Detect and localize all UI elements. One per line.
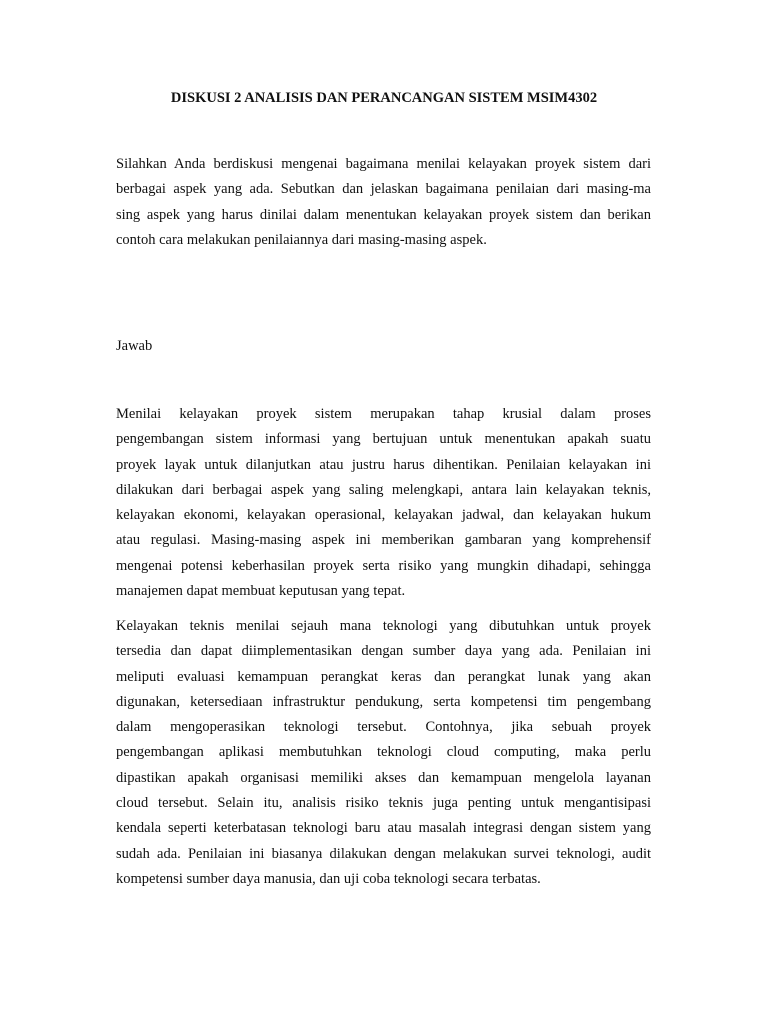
paragraph-line: cloud tersebut. Selain itu, analisis risiko teknis juga penting untuk mengantisipasi: [116, 795, 651, 812]
paragraph-line: pengembangan aplikasi membutuhkan teknologi cloud computing, maka perlu: [116, 744, 651, 761]
document-title: DISKUSI 2 ANALISIS DAN PERANCANGAN SISTEM MSIM4302: [170, 90, 598, 106]
paragraph-line: tersedia dan dapat diimplementasikan dengan sumber daya yang ada. Penilaian ini: [116, 643, 651, 660]
paragraph-line: dalam mengoperasikan teknologi tersebut. Contohnya, jika sebuah proyek: [116, 719, 651, 736]
paragraph-line: Menilai kelayakan proyek sistem merupakan tahap krusial dalam proses: [116, 406, 651, 422]
answer-paragraph-2: [116, 614, 651, 892]
paragraph-line: pengembangan sistem informasi yang bertujuan untuk menentukan apakah suatu: [116, 431, 651, 448]
prompt-line: berbagai aspek yang ada. Sebutkan dan jelaskan bagaimana penilaian dari masing-ma: [116, 181, 651, 198]
prompt-line: Silahkan Anda berdiskusi mengenai bagaimana menilai kelayakan proyek sistem dari: [116, 156, 651, 172]
paragraph-line: kendala seperti keterbatasan teknologi baru atau masalah integrasi dengan sistem yang: [116, 820, 651, 837]
discussion-prompt: [116, 152, 651, 253]
paragraph-line: mengenai potensi keberhasilan proyek serta risiko yang mungkin dihadapi, sehingga: [116, 557, 651, 574]
prompt-line: contoh cara melakukan penilaiannya dari masing-masing aspek.: [116, 231, 487, 248]
paragraph-line: dilakukan dari berbagai aspek yang saling melengkapi, antara lain kelayakan teknis,: [116, 481, 651, 498]
paragraph-line: proyek layak untuk dilanjutkan atau justru harus dihentikan. Penilaian kelayakan ini: [116, 456, 651, 473]
paragraph-line: kelayakan ekonomi, kelayakan operasional, kelayakan jadwal, dan kelayakan hukum: [116, 507, 651, 524]
prompt-line: sing aspek yang harus dinilai dalam menentukan kelayakan proyek sistem dan berikan: [116, 206, 651, 223]
paragraph-line: sudah ada. Penilaian ini biasanya dilakukan dengan melakukan survei teknologi, audit: [116, 845, 651, 862]
answer-label: Jawab: [116, 338, 153, 354]
answer-paragraph-1: [116, 402, 651, 604]
paragraph-line: dipastikan apakah organisasi memiliki akses dan kemampuan mengelola layanan: [116, 769, 651, 786]
paragraph-line: Kelayakan teknis menilai sejauh mana teknologi yang dibutuhkan untuk proyek: [116, 618, 651, 634]
paragraph-line: digunakan, ketersediaan infrastruktur pendukung, serta kompetensi tim pengembang: [116, 693, 651, 710]
paragraph-line: meliputi evaluasi kemampuan perangkat keras dan perangkat lunak yang akan: [116, 668, 651, 685]
paragraph-line: kompetensi sumber daya manusia, dan uji coba teknologi secara terbatas.: [116, 870, 541, 887]
paragraph-line: atau regulasi. Masing-masing aspek ini memberikan gambaran yang komprehensif: [116, 532, 651, 549]
answer-section: [116, 334, 651, 359]
paragraph-line: manajemen dapat membuat keputusan yang tepat.: [116, 583, 406, 600]
